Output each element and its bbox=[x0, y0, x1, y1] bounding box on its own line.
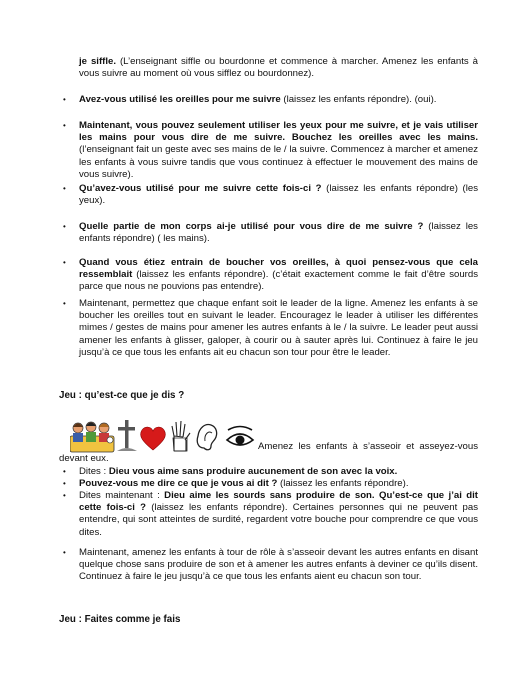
bullet-dot: • bbox=[63, 479, 66, 488]
paragraph-intro bbox=[79, 56, 478, 80]
game-intro-label: Amenez les enfants à s’asseoir et asseyez-vous devant eux. bbox=[59, 441, 478, 465]
bullet-item-ears bbox=[79, 94, 478, 106]
step-text: Maintenant, amenez les enfants à tour de rôle à s’asseoir devant les autres enfants en disant quelque chose sans produire de son et à amener les autres enfants à deviner ce qu’ils disent. Continuez à faire le jeu jusqu’à ce que tous les enfants aient eu chacun son tour. bbox=[79, 547, 478, 583]
step-prefix: Dites : bbox=[79, 466, 109, 477]
step-text: (laissez les enfants répondre). Certaines personnes qui ne peuvent pas entendre, qui sont atteintes de surdité, regardent votre bouche pour comprendre ce que vous dites. bbox=[79, 502, 478, 538]
bullet-dot: • bbox=[63, 121, 66, 130]
bullet-dot: • bbox=[63, 491, 66, 500]
bullet-item-text: (l’enseignant fait un geste avec ses mains de le / la suivre. Commencez à marcher et amenez les enfants à vous suivre tandis que vous continuez à effectuer le mouvement des mains de vous suivre). bbox=[79, 144, 478, 180]
step-prefix: Dites maintenant : bbox=[79, 490, 165, 501]
bullet-item-bold: Quelle partie de mon corps ai-je utilisé pour vous dire de me suivre ? bbox=[79, 221, 424, 232]
game-intro-text bbox=[59, 441, 478, 465]
game-step-4 bbox=[79, 547, 478, 584]
bullet-item-text: (laissez les enfants répondre). (c’était exactement comme le fait d’être sourds parce que nous ne pouvions pas entendre). bbox=[79, 269, 478, 293]
section-heading: Jeu : Faites comme je fais bbox=[59, 614, 181, 625]
bullet-item-text: (laissez les enfants répondre) ( les mains). bbox=[79, 221, 478, 245]
bullet-item-text: Maintenant, permettez que chaque enfant soit le leader de la ligne. Amenez les enfants à se boucher les oreilles tout en suivant le leader. Encouragez le leader à utiliser les différentes mimes / gestes de mains pour amener les autres enfants à le / la suivre. Le leader peut aussi amener les enfants à glisser, galoper, à courir ou à sauter après lui. Continuez à faire le jeu jusqu’à ce que tous les enfants ait eu chacun son tour pour être le leader. bbox=[79, 298, 478, 358]
step-bold: Dieu aime les sourds sans produire de son. Qu’est-ce que j’ai dit cette fois-ci ? bbox=[79, 490, 478, 514]
game-step-1 bbox=[79, 466, 478, 478]
bullet-item-bold: Quand vous étiez entrain de boucher vos oreilles, à quoi pensez-vous que cela ressemblait bbox=[79, 257, 478, 281]
paragraph-intro-bold: je siffle. bbox=[79, 56, 117, 67]
bullet-item-eyes-hands bbox=[79, 120, 478, 181]
bullet-dot: • bbox=[63, 258, 66, 267]
bullet-dot: • bbox=[63, 184, 66, 193]
game-step-3 bbox=[79, 490, 478, 539]
bullet-item-bold: Avez-vous utilisé les oreilles pour me suivre bbox=[79, 94, 281, 105]
bullet-item-leader bbox=[79, 298, 478, 359]
bullet-dot: • bbox=[63, 467, 66, 476]
step-text: (laissez les enfants répondre). bbox=[277, 478, 409, 489]
bullet-item-what-used bbox=[79, 183, 478, 207]
game-step-2 bbox=[79, 478, 478, 490]
bullet-item-deaf bbox=[79, 257, 478, 294]
bullet-item-text: (laissez les enfants répondre). (oui). bbox=[280, 94, 437, 105]
step-bold: Pouvez-vous me dire ce que je vous ai dit ? bbox=[79, 478, 278, 489]
bullet-dot: • bbox=[63, 95, 66, 104]
bullet-item-bold: Maintenant, vous pouvez seulement utiliser les yeux pour me suivre, et je vais utiliser les mains pour vous dire de me suivre. Bouchez les oreilles avec les mains. bbox=[79, 120, 478, 144]
bullet-item-text: (laissez les enfants répondre) (les yeux). bbox=[79, 183, 479, 207]
step-bold: Dieu vous aime sans produire aucunement de son avec la voix. bbox=[108, 466, 398, 477]
bullet-dot: • bbox=[63, 222, 66, 231]
bullet-item-body-part bbox=[79, 221, 478, 245]
paragraph-intro-text: (L’enseignant siffle ou bourdonne et commence à marcher. Amenez les enfants à vous suivre au moment où vous sifflez ou bourdonnez). bbox=[79, 56, 478, 80]
section-heading: Jeu : qu’est-ce que je dis ? bbox=[59, 390, 185, 401]
bullet-dot: • bbox=[63, 299, 66, 308]
bullet-dot: • bbox=[63, 548, 66, 557]
bullet-item-bold: Qu’avez-vous utilisé pour me suivre cette fois-ci ? bbox=[79, 183, 322, 194]
